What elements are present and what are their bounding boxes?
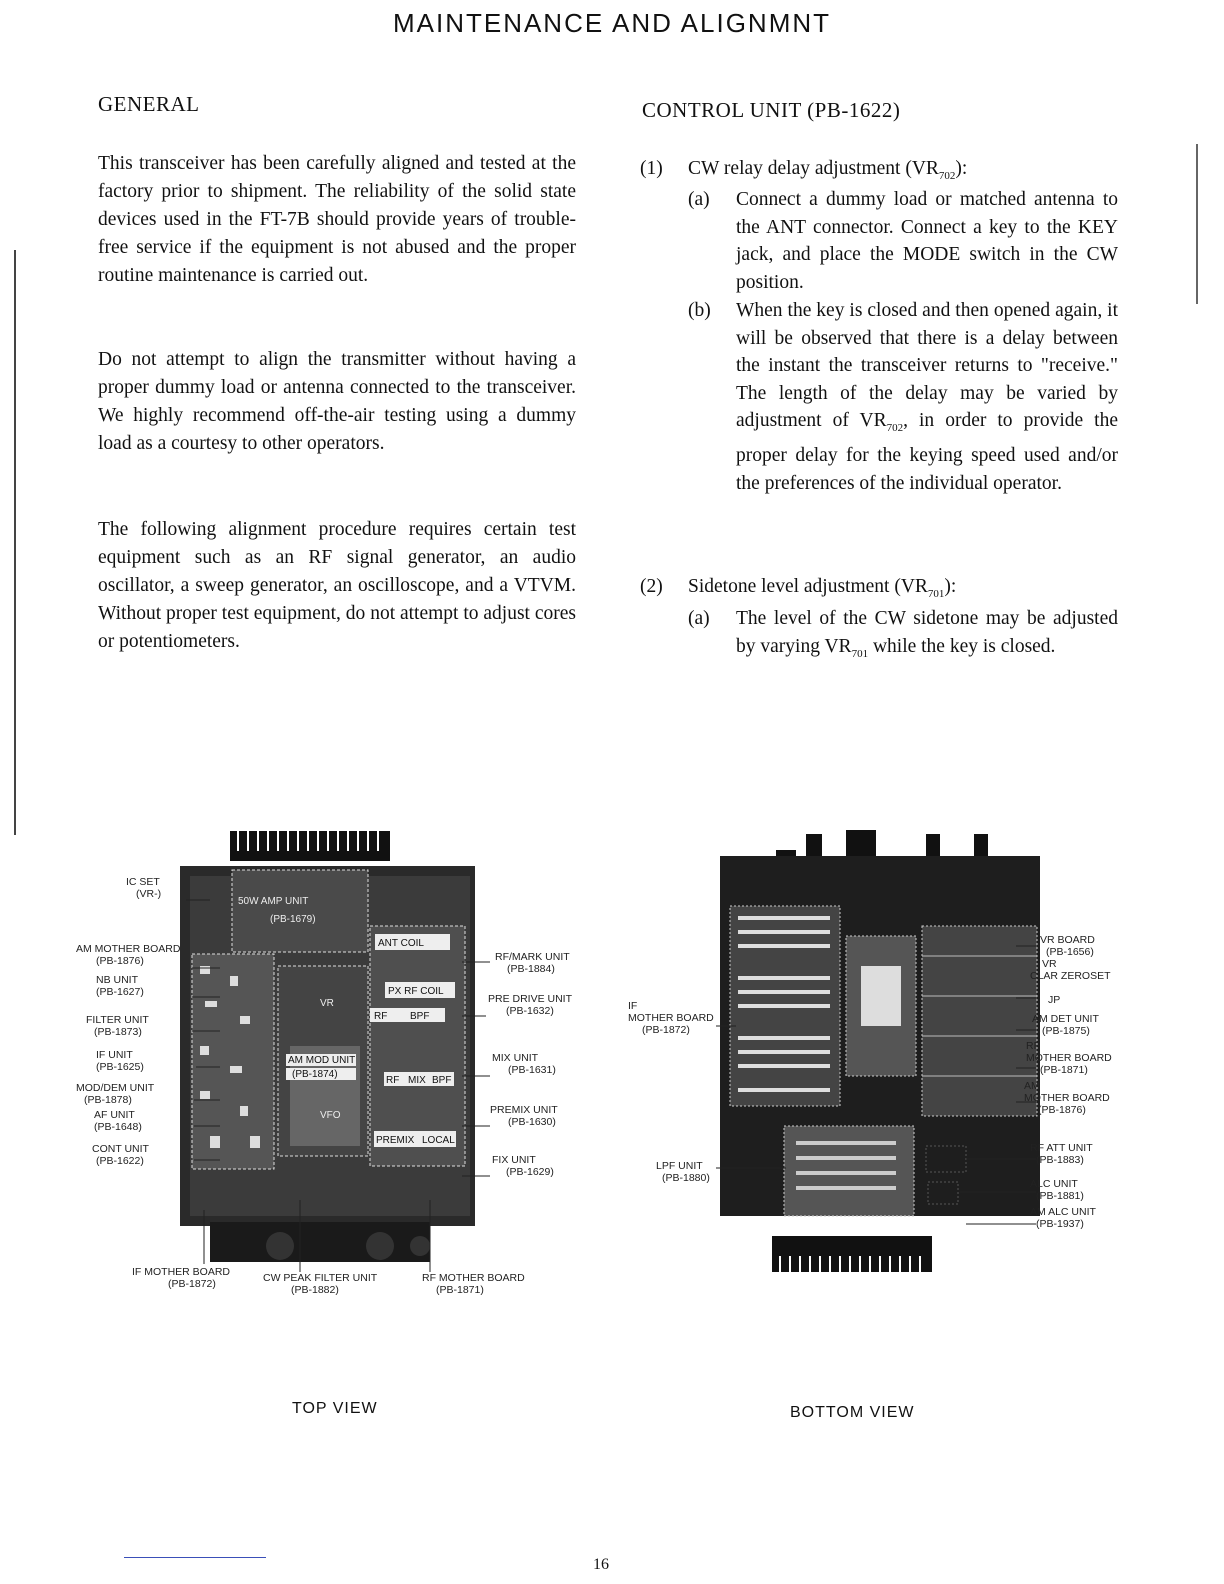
board-label: PREMIX [376, 1135, 415, 1146]
top-view-leader-lines [150, 880, 500, 1280]
general-paragraph: Do not attempt to align the transmitter without having a proper dummy load or antenna connected to the transceiver. We highly recommend off-the-air testing using a dummy load as a courtesy to other operators. [98, 349, 576, 454]
label-mix-unit: MIX UNIT (PB-1631) [492, 1052, 556, 1076]
board-label: AM MOD UNIT [288, 1055, 356, 1066]
label-vr: VR [1042, 958, 1057, 970]
label-rf-att-unit: RF ATT UNIT (PB-1883) [1030, 1142, 1093, 1166]
subscript: 701 [851, 647, 869, 660]
item-sidetone-level [640, 576, 956, 600]
subscript: 701 [927, 587, 945, 600]
footnote-rule [124, 1557, 266, 1558]
step-label: (a) [688, 608, 710, 629]
step-text [736, 605, 1118, 668]
step-text-part: while the key is closed. [868, 635, 1056, 657]
item-title-text: ): [944, 576, 957, 597]
label-if-mother-board: IF MOTHER BOARD (PB-1872) [132, 1266, 231, 1290]
item-cw-relay-delay [640, 158, 967, 182]
board-label: VFO [320, 1110, 341, 1121]
label-jp: JP [1048, 994, 1061, 1006]
label-vr-board: VR BOARD (PB-1656) [1040, 934, 1095, 958]
label-am-mother-board: AM MOTHER BOARD (PB-1876) [76, 943, 181, 967]
bottom-view-photo [716, 826, 1046, 1276]
board-label: 50W AMP UNIT [238, 896, 309, 907]
label-am-alc-unit: AM ALC UNIT (PB-1937) [1030, 1206, 1096, 1230]
board-label: (PB-1874) [292, 1069, 338, 1080]
label-am-det-unit: AM DET UNIT (PB-1875) [1032, 1013, 1099, 1037]
item-title-text: CW relay delay adjustment (VR [688, 158, 939, 179]
label-af-unit: AF UNIT (PB-1648) [94, 1109, 142, 1133]
item-number: (2) [640, 576, 663, 597]
label-ic-set: IC SET (VR-) [126, 876, 162, 900]
margin-rule-right [1196, 144, 1198, 304]
page-number: 16 [593, 1556, 609, 1573]
board-label: RF [374, 1011, 388, 1022]
label-clar-zeroset: CLAR ZEROSET [1030, 970, 1111, 982]
subscript: 702 [886, 421, 904, 434]
board-label: RF [386, 1075, 400, 1086]
item-title-text: Sidetone level adjustment (VR [688, 576, 928, 597]
board-label: PX RF COIL [388, 986, 444, 997]
heatsink-fins [772, 1236, 932, 1272]
board-label: VR [320, 998, 334, 1009]
page-title: MAINTENANCE AND ALIGNMNT [392, 8, 832, 38]
board-label: MIX [408, 1075, 426, 1086]
item-title-text: ): [955, 158, 968, 179]
label-nb-unit: NB UNIT (PB-1627) [96, 974, 144, 998]
right-boards [922, 926, 1037, 1116]
item-number: (1) [640, 158, 663, 179]
label-lpf-unit: LPF UNIT (PB-1880) [656, 1160, 710, 1184]
label-if-unit: IF UNIT (PB-1625) [96, 1049, 144, 1073]
step-2a [688, 605, 1118, 668]
label-pre-drive-unit: PRE DRIVE UNIT (PB-1632) [488, 993, 573, 1017]
step-text [736, 297, 1118, 497]
board-label: (PB-1679) [270, 914, 316, 925]
subscript: 702 [938, 169, 956, 182]
label-filter-unit: FILTER UNIT (PB-1873) [86, 1014, 149, 1038]
general-heading: GENERAL [98, 92, 200, 116]
label-rf-mother-board: RF MOTHER BOARD (PB-1871) [422, 1272, 525, 1296]
label-fix-unit: FIX UNIT (PB-1629) [492, 1154, 554, 1178]
control-unit-heading: CONTROL UNIT (PB-1622) [642, 98, 901, 122]
label-cw-peak-filter: CW PEAK FILTER UNIT (PB-1882) [263, 1272, 378, 1296]
board-label: LOCAL [422, 1135, 455, 1146]
step-text-part: When the key is closed and then opened again, it will be observed that there is a delay between the instant the transceiver returns to "receive." The length of the delay may be varied by adjustment of VR [736, 300, 1118, 431]
general-paragraph: This transceiver has been carefully aligned and tested at the factory prior to shipment. The reliability of the solid state devices used in the FT-7B should provide years of trouble-free service if the equipment is not abused and the proper routine maintenance is carried out. [98, 153, 576, 286]
top-view-caption: TOP VIEW [292, 1400, 378, 1417]
label-premix-unit: PREMIX UNIT (PB-1630) [490, 1104, 558, 1128]
label-mod-dem-unit: MOD/DEM UNIT (PB-1878) [76, 1082, 155, 1106]
board-label: BPF [432, 1075, 452, 1086]
board-label: BPF [410, 1011, 430, 1022]
general-paragraph: The following alignment procedure requires certain test equipment such as an RF signal generator, an audio oscillator, a sweep generator, an oscilloscope, and a VTVM. Without proper test equipment, do not attempt to adjust cores or potentiometers. [98, 519, 576, 652]
step-1a [688, 186, 1118, 296]
label-am-mother-board-bottom: AM MOTHER BOARD (PB-1876) [1024, 1080, 1110, 1116]
top-knobs [776, 830, 988, 860]
step-label: (a) [688, 189, 710, 210]
step-text-part: The level of the CW sidetone may be adjusted by varying VR [736, 608, 1118, 657]
step-text-part: , in order to provide the proper delay for the keying speed used and/or the preferences of the individual operator. [736, 410, 1118, 494]
label-cont-unit: CONT UNIT (PB-1622) [92, 1143, 149, 1167]
bottom-view-caption: BOTTOM VIEW [790, 1404, 915, 1421]
step-text: Connect a dummy load or matched antenna to the ANT connector. Connect a key to the KEY jack, and place the MODE switch in the CW position. [736, 189, 1118, 293]
heatsink-fins [230, 831, 390, 861]
board-label: ANT COIL [378, 938, 424, 949]
label-alc-unit: ALC UNIT (PB-1881) [1030, 1178, 1084, 1202]
margin-rule [14, 250, 16, 835]
step-1b [688, 297, 1118, 497]
label-rf-mother-board-bottom: RF MOTHER BOARD (PB-1871) [1026, 1040, 1112, 1076]
step-label: (b) [688, 300, 711, 321]
label-rf-mark-unit: RF/MARK UNIT (PB-1884) [495, 951, 570, 975]
label-if-mother-board-bottom: IF MOTHER BOARD (PB-1872) [628, 1000, 714, 1036]
